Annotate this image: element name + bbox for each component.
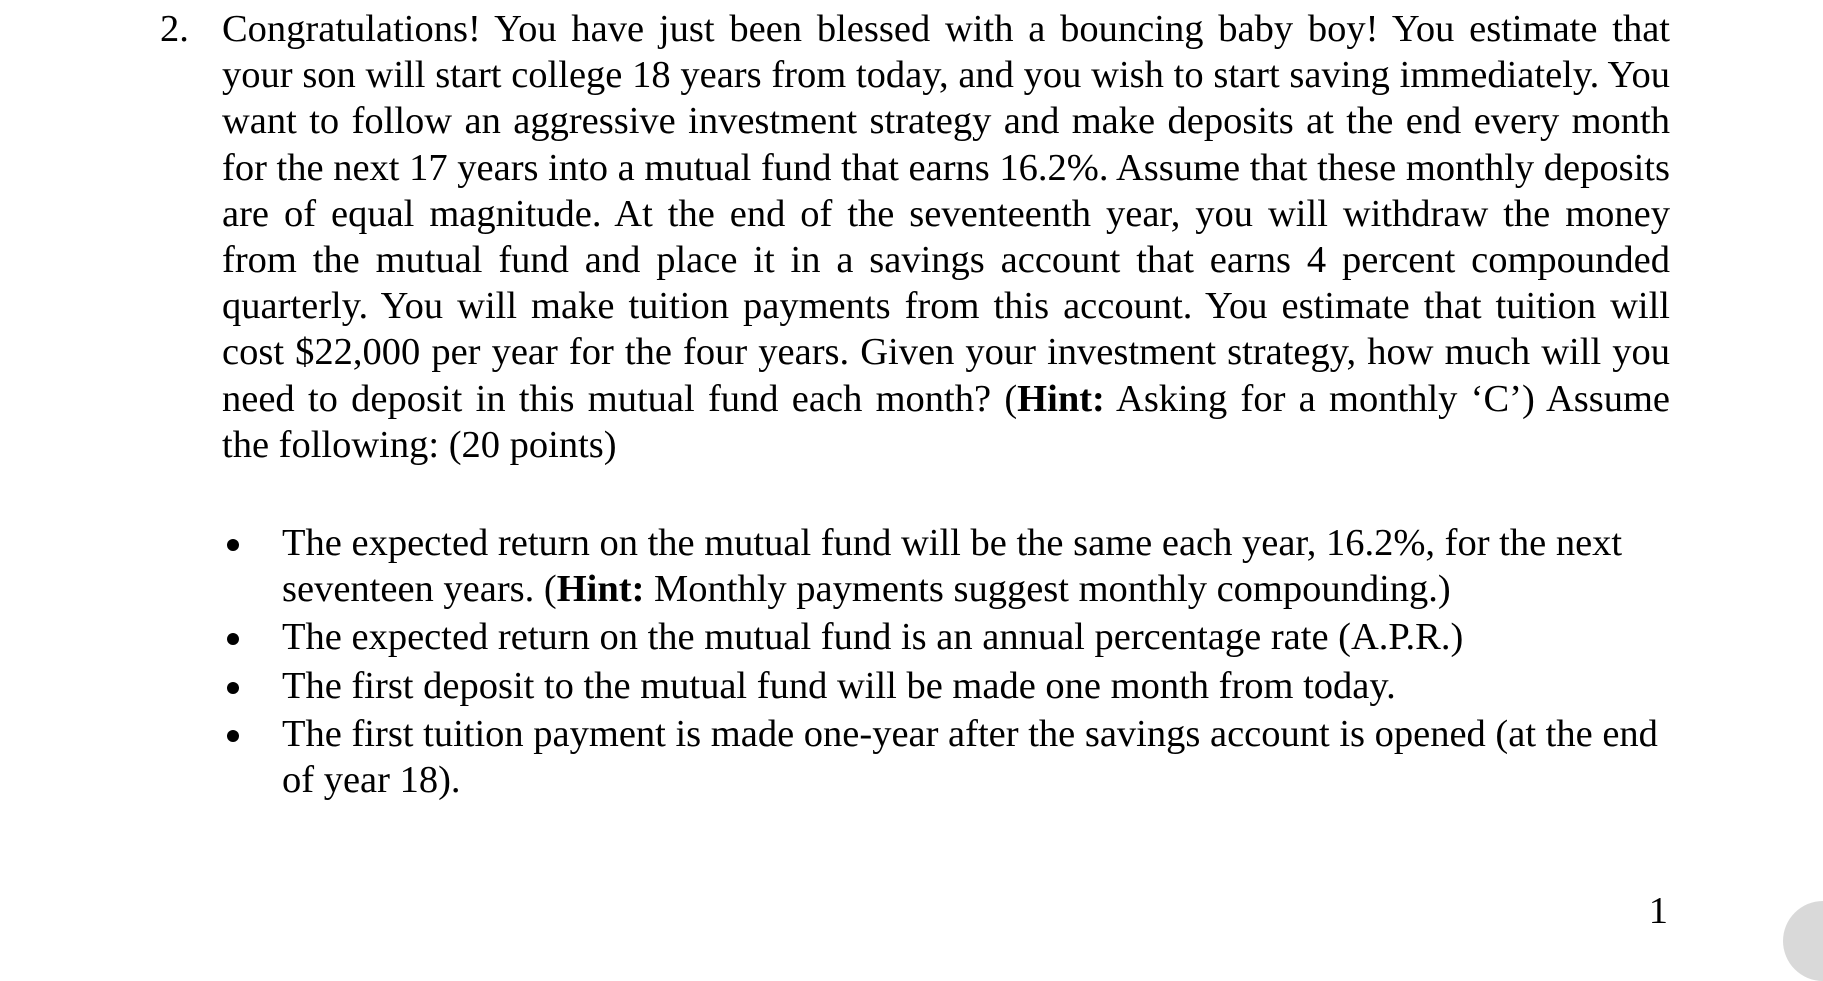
assumption-text: The first deposit to the mutual fund will be made one month from today. bbox=[282, 664, 1396, 707]
assumption-item bbox=[222, 663, 1662, 709]
assumptions-list bbox=[222, 520, 1662, 805]
question-hint-label: Hint: bbox=[1017, 377, 1105, 420]
assumption-text-part2: Monthly payments suggest monthly compounding.) bbox=[644, 568, 1451, 611]
assumption-item bbox=[222, 711, 1662, 803]
bullet-icon bbox=[227, 730, 239, 742]
page-number: 1 bbox=[1648, 890, 1668, 932]
assumption-text-part1: The expected return on the mutual fund will be the same each year, 16.2%, for the next seventeen years. ( bbox=[282, 522, 1623, 611]
assumption-text: The first tuition payment is made one-year after the savings account is opened (at the end of year 18). bbox=[282, 712, 1658, 802]
bullet-icon bbox=[227, 633, 239, 645]
question-number: 2. bbox=[160, 8, 189, 50]
question-text-part2: Asking for a monthly ‘C’) Assume the following: (20 points) bbox=[222, 377, 1670, 466]
question-text-part1: Congratulations! You have just been blessed with a bouncing baby boy! You estimate that your son will start college 18 years from today, and you wish to start saving immediately. You want to follow an aggressive investment strategy and make deposits at the end every month for the next 17 years into a mutual fund that earns 16.2%. Assume that these monthly deposits are of equal magnitude. At the end of the seventeenth year, you will withdraw the money from the mutual fund and place it in a savings account that earns 4 percent compounded quarterly. You will make tuition payments from this account. You estimate that tuition will cost $22,000 per year for the four years. Given your investment strategy, how much will you need to deposit in this mutual fund each month? ( bbox=[222, 8, 1670, 420]
assumption-item bbox=[222, 520, 1662, 612]
question-block bbox=[160, 6, 1670, 468]
assumption-text: The expected return on the mutual fund is an annual percentage rate (A.P.R.) bbox=[282, 616, 1464, 659]
assumption-item bbox=[222, 614, 1662, 660]
page-corner-curl bbox=[1783, 901, 1823, 981]
question-text bbox=[222, 6, 1670, 468]
bullet-icon bbox=[227, 682, 239, 694]
bullet-icon bbox=[227, 539, 239, 551]
assumption-hint-label: Hint: bbox=[556, 568, 645, 611]
